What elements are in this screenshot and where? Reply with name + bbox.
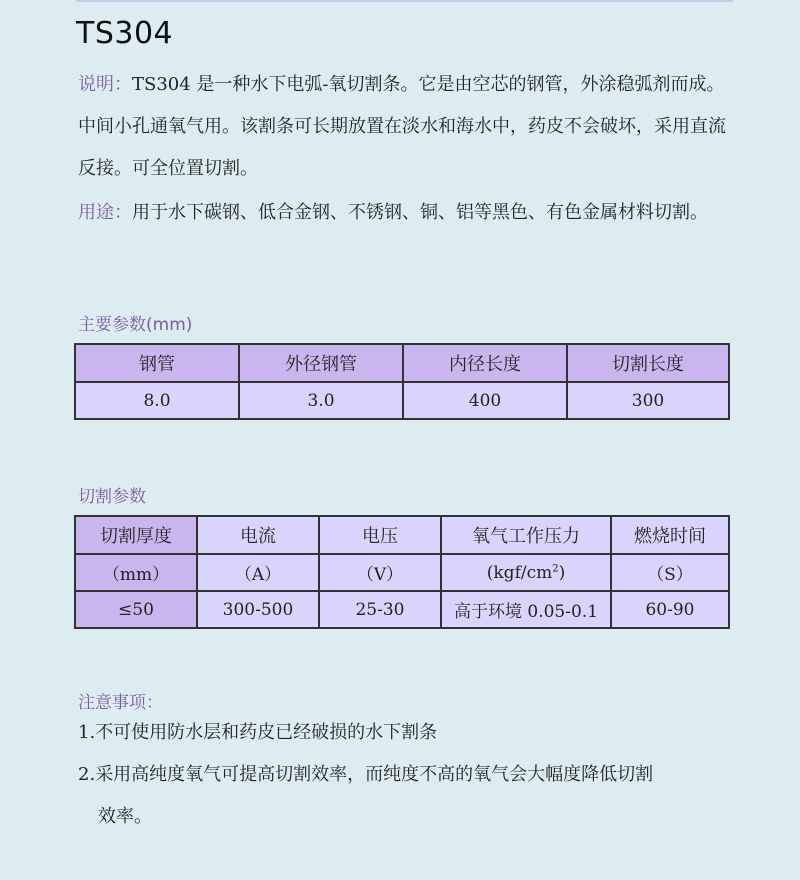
table-cell: 8.0	[75, 382, 239, 419]
table-header-cell: 燃烧时间	[611, 516, 729, 554]
table-cell: 60-90	[611, 591, 729, 628]
product-title: TS304	[76, 16, 174, 51]
unit-text: (kgf/cm	[486, 562, 553, 583]
description-paragraph	[78, 64, 738, 190]
table-header-cell: 氧气工作压力	[441, 516, 611, 554]
table-header-cell: 电压	[319, 516, 441, 554]
table-cell: ≤50	[75, 591, 197, 628]
note-item-1	[78, 712, 758, 754]
unit-close: )	[558, 562, 566, 583]
table-cell: （V）	[319, 554, 441, 591]
main-params-table	[74, 343, 730, 420]
table-header-cell: 切割长度	[567, 344, 729, 382]
cut-params-title: 切割参数	[78, 487, 146, 507]
main-params-title: 主要参数(mm)	[78, 315, 193, 335]
usage-text: 用于水下碳钢、低合金钢、不锈钢、铜、铝等黑色、有色金属材料切割。	[132, 202, 708, 223]
table-cell: 300	[567, 382, 729, 419]
table-cell: （mm）	[75, 554, 197, 591]
top-divider	[76, 0, 733, 2]
table-header-cell: 钢管	[75, 344, 239, 382]
cut-params-table	[74, 515, 730, 629]
table-header-cell: 外径钢管	[239, 344, 403, 382]
note-number: 1.	[78, 722, 96, 743]
table-cell: 3.0	[239, 382, 403, 419]
table-header-cell: 切割厚度	[75, 516, 197, 554]
usage-label: 用途：	[78, 202, 132, 223]
note-text: 采用高纯度氧气可提高切割效率，而纯度不高的氧气会大幅度降低切割	[95, 764, 654, 785]
notes-title: 注意事项：	[78, 693, 163, 713]
table-cell: （S）	[611, 554, 729, 591]
table-row	[75, 382, 729, 419]
note-item-2	[78, 754, 758, 838]
description-label: 说明：	[78, 74, 132, 95]
table-row	[75, 591, 729, 628]
table-cell: 400	[403, 382, 567, 419]
table-cell-pressure-unit	[441, 554, 611, 591]
table-units-row	[75, 554, 729, 591]
table-header-cell: 电流	[197, 516, 319, 554]
table-cell: 25-30	[319, 591, 441, 628]
note-text-continued: 效率。	[98, 806, 152, 827]
table-header-row	[75, 344, 729, 382]
table-cell: （A）	[197, 554, 319, 591]
note-number: 2.	[78, 764, 96, 785]
table-header-cell: 内径长度	[403, 344, 567, 382]
unit-superscript: 2	[552, 562, 559, 574]
table-header-row	[75, 516, 729, 554]
description-text: TS304 是一种水下电弧-氧切割条。它是由空芯的钢管，外涂稳弧剂而成。中间小孔通氧气用。该割条可长期放置在淡水和海水中，药皮不会破坏，采用直流反接。可全位置切割。	[78, 74, 726, 179]
table-cell: 300-500	[197, 591, 319, 628]
usage-paragraph	[78, 192, 738, 234]
table-cell: 高于环境 0.05-0.1	[441, 591, 611, 628]
note-text: 不可使用防水层和药皮已经破损的水下割条	[95, 722, 438, 743]
